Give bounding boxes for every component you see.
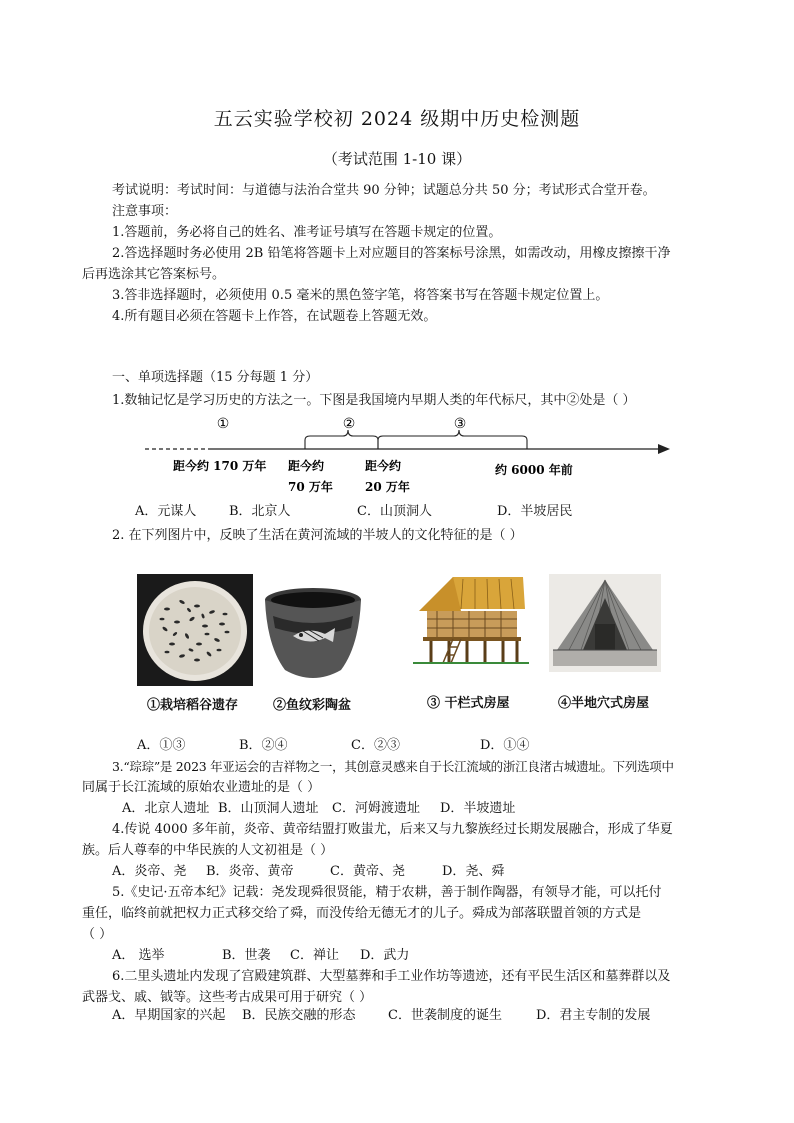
q2-option-c[interactable]: C．②③ [351,738,400,753]
q1-option-c[interactable]: C．山顶洞人 [357,504,432,519]
q4-option-b[interactable]: B．炎帝、黄帝 [206,864,294,879]
q1-option-b[interactable]: B．北京人 [229,504,291,519]
q2-option-a[interactable]: A．①③ [137,738,186,753]
notice-item-2-cont: 后再选涂其它答案标号。 [82,267,226,282]
timeline-marker-1: ① [216,416,230,432]
q5-option-b[interactable]: B．世袭 [222,948,271,963]
q5-option-d[interactable]: D．武力 [360,948,410,963]
q2-option-d[interactable]: D．①④ [480,738,530,753]
timeline-label-70-a: 距今约 [288,459,325,473]
question-2-stem: 2. 在下列图片中，反映了生活在黄河流域的半坡人的文化特征的是（ ） [112,528,523,543]
question-5-stem-2: 重任，临终前就把权力正式移交给了舜，而没传给无德无才的儿子。舜成为部落联盟首领的方式是 [82,906,642,921]
q3-option-d[interactable]: D．半坡遗址 [440,801,516,816]
question-4-stem-2: 族。后人尊奉的中华民族的人文初祖是（ ） [82,843,334,858]
fish-pottery-basin-image [263,586,363,684]
q4-option-c[interactable]: C．黄帝、尧 [330,864,405,879]
timeline-figure [140,412,680,498]
notice-item-2: 2.答选择题时务必使用 2B 铅笔将答题卡上对应题目的答案标号涂黑，如需改动，用橡皮擦擦干净 [112,246,671,261]
q3-option-a[interactable]: A．北京人遗址 [122,801,210,816]
timeline-marker-3: ③ [453,416,467,432]
q3-option-b[interactable]: B．山顶洞人遗址 [218,801,319,816]
q2-option-b[interactable]: B．②④ [239,738,288,753]
timeline-label-6000: 约 6000 年前 [495,463,573,477]
q1-option-a[interactable]: A．元谋人 [135,504,197,519]
timeline-marker-2: ② [342,416,356,432]
question-5-stem-1: 5.《史记·五帝本纪》记载：尧发现舜很贤能，精于农耕，善于制作陶器，有领导才能，可以托付 [112,885,662,900]
notice-heading: 注意事项： [112,204,178,219]
q4-option-a[interactable]: A．炎帝、尧 [112,864,187,879]
q6-option-a[interactable]: A．早期国家的兴起 [112,1008,226,1023]
caption-semi-subterranean: ④半地穴式房屋 [558,696,650,711]
exam-note: 考试说明：考试时间：与道德与法治合堂共 90 分钟；试题总分共 50 分；考试形式合堂开卷。 [112,183,656,198]
timeline-label-170: 距今约 170 万年 [173,459,267,473]
stilt-house-image [413,573,529,665]
timeline-label-70-b: 70 万年 [288,480,333,494]
question-1-stem: 1.数轴记忆是学习历史的方法之一。下图是我国境内早期人类的年代标尺，其中②处是（ ） [112,393,636,408]
caption-stilt-house: ③ 干栏式房屋 [427,696,510,711]
notice-item-3: 3.答非选择题时，必须使用 0.5 毫米的黑色签字笔，将答案书写在答题卡规定位置上。 [112,288,609,303]
q5-option-a[interactable]: A． 选举 [112,948,165,963]
semi-subterranean-house-image [549,574,661,672]
timeline-arrow-icon [658,444,670,454]
page-subtitle: （考试范围 1-10 课） [322,150,472,168]
question-6-stem-2: 武器戈、戚、钺等。这些考古成果可用于研究（ ） [82,990,373,1005]
brace-3 [378,430,527,449]
notice-item-4: 4.所有题目必须在答题卡上作答，在试题卷上答题无效。 [112,309,437,324]
q5-option-c[interactable]: C．禅让 [290,948,339,963]
question-3-stem-1: 3.“琮琮”是 2023 年亚运会的吉祥物之一，其创意灵感来自于长江流域的浙江良渚古城遗址。下列选项中 [112,759,674,774]
q3-option-c[interactable]: C．河姆渡遗址 [332,801,420,816]
question-4-stem-1: 4.传说 4000 多年前，炎帝、黄帝结盟打败蚩尤，后来又与九黎族经过长期发展融合，形成了华夏 [112,822,673,837]
brace-2 [305,430,378,449]
q6-option-c[interactable]: C．世袭制度的诞生 [388,1008,502,1023]
rice-remains-image [137,574,253,686]
section-heading: 一、单项选择题（15 分每题 1 分） [112,370,319,385]
q4-option-d[interactable]: D．尧、舜 [442,864,505,879]
page-title: 五云实验学校初 2024 级期中历史检测题 [213,108,581,130]
question-3-stem-2: 同属于长江流域的原始农业遗址的是（ ） [82,780,321,795]
q1-option-d[interactable]: D．半坡居民 [497,504,573,519]
notice-item-1: 1.答题前，务必将自己的姓名、准考证号填写在答题卡规定的位置。 [112,225,502,240]
caption-fish-basin: ②鱼纹彩陶盆 [273,698,352,713]
q6-option-b[interactable]: B．民族交融的形态 [242,1008,356,1023]
question-5-stem-3: （ ） [82,927,113,942]
question-6-stem-1: 6.二里头遗址内发现了宫殿建筑群、大型墓葬和手工业作坊等遗迹，还有平民生活区和墓葬群以及 [112,969,671,984]
timeline-label-20-a: 距今约 [365,459,402,473]
timeline-label-20-b: 20 万年 [365,480,410,494]
caption-rice: ①栽培稻谷遗存 [147,698,239,713]
q6-option-d[interactable]: D．君主专制的发展 [536,1008,651,1023]
